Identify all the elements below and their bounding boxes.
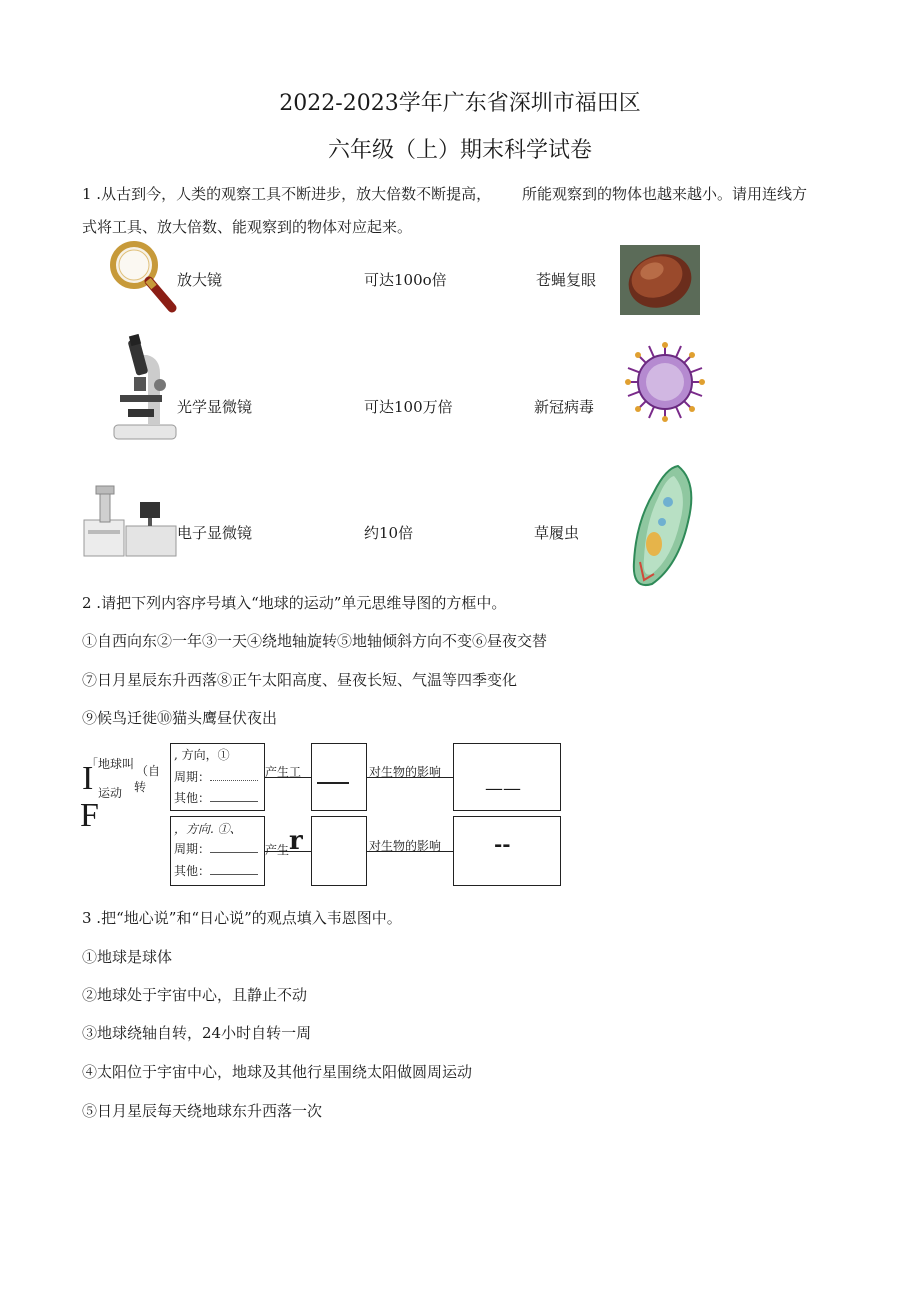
mindmap-r-mark: r: [289, 826, 303, 856]
paramecium-icon: [626, 462, 700, 590]
mindmap-box-phenomenon-1[interactable]: [311, 743, 367, 811]
mindmap-branch-b: 转: [134, 780, 147, 794]
box2-other-row: [174, 862, 258, 879]
q2-items-line1: ①自西向东②一年③一天④绕地轴旋转⑤地轴倾斜方向不变⑥昼夜交替: [82, 632, 548, 650]
tool-optical-microscope-label: 光学显微镜: [177, 398, 253, 416]
box2-period-blank[interactable]: [210, 842, 258, 853]
q2-text: 2 .请把下列内容序号填入“地球的运动”单元思维导图的方框中。: [82, 594, 507, 612]
box1-period-blank[interactable]: [210, 770, 258, 781]
box1-period-label: 周期：: [174, 770, 211, 784]
box2-period-row: [174, 840, 258, 857]
exam-title-line2: 六年级（上）期末科学试卷: [327, 138, 592, 163]
object-fly-eye-label: 苍蝇复眼: [536, 271, 597, 289]
q3-item-1: ①地球是球体: [82, 948, 173, 966]
produce-label-2: 产生: [265, 843, 290, 857]
mindmap-root-b: 运动: [98, 786, 123, 800]
effect-label-1: 对生物的影响: [369, 765, 442, 779]
box1-other-blank[interactable]: [210, 791, 258, 802]
q1-text-b: 所能观察到的物体也越来越小。请用连线方: [522, 185, 808, 203]
q1-text-a: 1 .从古到今，人类的观察工具不断进步，放大倍数不断提高，: [82, 185, 492, 203]
q1-text-c: 式将工具、放大倍数、能观察到的物体对应起来。: [82, 218, 413, 236]
effect-label-2: 对生物的影响: [369, 839, 442, 853]
box1-other-label: 其他：: [174, 791, 211, 805]
fly-compound-eye-icon: [620, 245, 700, 315]
mindmap-big-i: I: [82, 760, 94, 797]
tool-magnifier-label: 放大镜: [177, 271, 223, 289]
coronavirus-icon: [624, 342, 706, 422]
box2-other-label: 其他：: [174, 864, 211, 878]
box1-period-row: [174, 768, 258, 785]
q3-item-5: ⑤日月星辰每天绕地球东升西落一次: [82, 1102, 323, 1120]
magnifying-glass-icon: [108, 240, 178, 316]
magnification-2: 可达100万倍: [364, 398, 453, 416]
mindmap-box-phenomenon-2[interactable]: [311, 816, 367, 886]
q2-items-line3: ⑨候鸟迁徙⑩猫头鹰昼伏夜出: [82, 709, 278, 727]
q3-item-2: ②地球处于宇宙中心，且静止不动: [82, 986, 308, 1004]
effect-dash-2: --: [494, 832, 511, 856]
electron-microscope-icon: [82, 484, 178, 560]
mindmap-branch-a: （自: [136, 764, 161, 778]
box2-direction: ，方向. ①、: [174, 822, 242, 836]
box1-direction: , 方向，①: [174, 748, 230, 762]
tool-electron-microscope-label: 电子显微镜: [177, 524, 253, 542]
produce-label-1: 产生工: [265, 765, 302, 779]
object-coronavirus-label: 新冠病毒: [534, 398, 595, 416]
box-dash-1: [317, 782, 349, 784]
effect-dash-1: ——: [485, 778, 521, 799]
q3-item-3: ③地球绕轴自转，24小时自转一周: [82, 1024, 312, 1042]
box1-other-row: [174, 789, 258, 806]
box2-other-blank[interactable]: [210, 864, 258, 875]
object-paramecium-label: 草履虫: [534, 524, 580, 542]
optical-microscope-icon: [110, 333, 182, 443]
q2-items-line2: ⑦日月星辰东升西落⑧正午太阳高度、昼夜长短、气温等四季变化: [82, 671, 518, 689]
box2-period-label: 周期：: [174, 842, 211, 856]
magnification-3: 约10倍: [364, 524, 414, 542]
magnification-1: 可达100o倍: [364, 271, 447, 289]
exam-title-line1: 2022-2023学年广东省深圳市福田区: [279, 91, 641, 116]
q3-item-4: ④太阳位于宇宙中心，地球及其他行星围绕太阳做圆周运动: [82, 1063, 473, 1081]
mindmap-root-a: 「地球叫: [86, 757, 135, 771]
mindmap-big-f: F: [80, 797, 99, 834]
q3-text: 3 .把“地心说”和“日心说”的观点填入韦恩图中。: [82, 909, 402, 927]
mindmap-box-effect-1[interactable]: [453, 743, 561, 811]
